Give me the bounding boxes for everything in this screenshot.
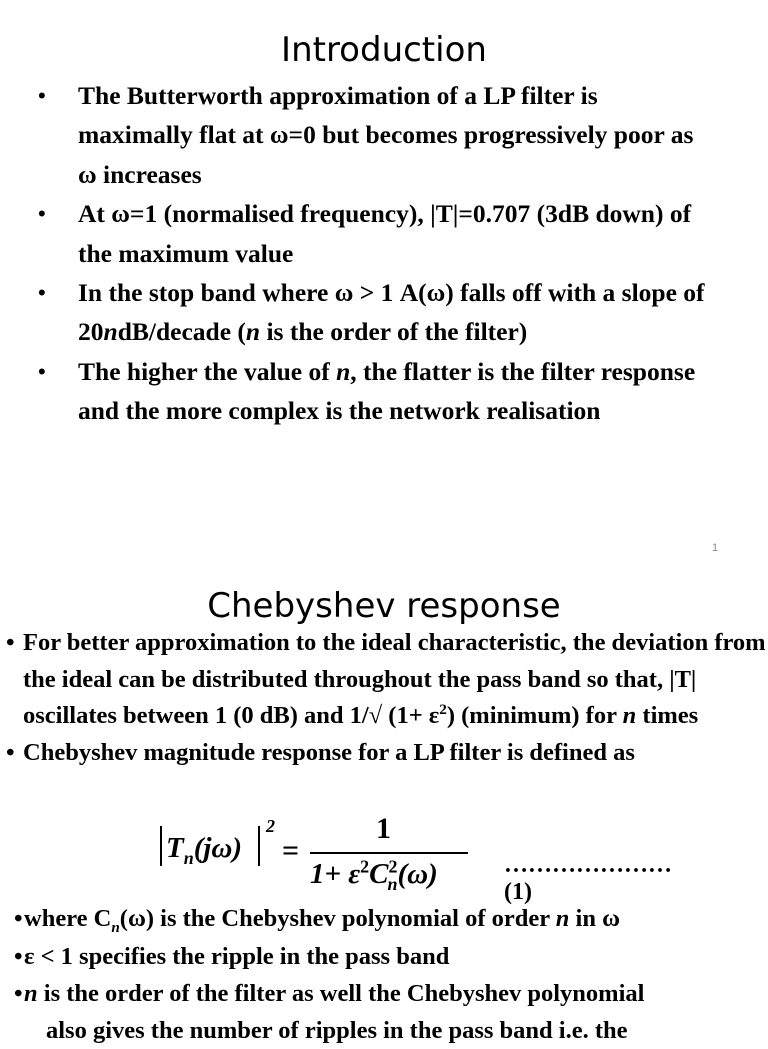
bullet-list-chebyshev xyxy=(0,625,768,771)
bullet-text xyxy=(78,278,705,346)
equation-label: …………………(1) xyxy=(504,852,672,905)
bullet-text xyxy=(23,739,635,766)
cutoff-text-line: also gives the number of ripples in the pass band i.e. the xyxy=(46,1017,628,1044)
bullet-icon: • xyxy=(38,201,46,227)
bullet-icon: • xyxy=(14,980,23,1007)
bullet-icon: • xyxy=(38,280,46,306)
text-segment: The Butterworth approximation of a LP filter is maximally flat at ω=0 but becomes progressively poor as ω increases xyxy=(78,81,694,189)
bullet-icon: • xyxy=(6,738,15,766)
text-segment: n xyxy=(245,317,261,347)
text-segment: is the order of the filter as well the Chebyshev polynomial xyxy=(37,980,645,1007)
text-segment: is the order of the filter) xyxy=(260,317,528,347)
bullet-list xyxy=(0,76,768,431)
formula-equals: = xyxy=(282,834,300,867)
text-segment: 2 xyxy=(439,701,447,719)
chebyshev-formula xyxy=(80,812,680,905)
notes-list xyxy=(0,900,768,1013)
bullet-text xyxy=(78,199,691,267)
note-item xyxy=(0,938,768,976)
bullet-text xyxy=(16,943,449,970)
text-segment: In the stop band where ω > 1 A(ω) falls off with a slope of 20 xyxy=(78,278,705,347)
bullet-text xyxy=(78,81,693,189)
text-segment: n xyxy=(336,356,351,386)
bullet-text xyxy=(23,629,766,729)
bullet-item xyxy=(0,625,768,735)
text-segment: The higher the value of xyxy=(78,356,337,386)
text-segment: ) (minimum) for xyxy=(446,702,623,730)
fraction-bar xyxy=(310,852,468,854)
text-segment: Chebyshev magnitude response for a LP filter is defined as xyxy=(23,738,635,766)
note-item xyxy=(0,975,768,1013)
bullet-item xyxy=(0,273,718,352)
bullet-item xyxy=(0,76,718,194)
bullet-text xyxy=(16,980,644,1007)
slide-title-chebyshev: Chebyshev response xyxy=(207,586,561,626)
bullet-icon: • xyxy=(38,83,46,108)
text-segment: At ω=1 (normalised frequency), |T|=0.707 (3dB down) of the maximum value xyxy=(78,199,692,268)
formula-numerator: 1 xyxy=(376,812,391,845)
text-segment: n xyxy=(103,317,118,347)
text-segment: dB/decade ( xyxy=(117,317,246,347)
text-segment: n xyxy=(24,980,38,1007)
text-segment: , the flatter is the filter response and the more complex is the network realisation xyxy=(78,356,696,426)
bullet-item xyxy=(0,194,718,273)
formula-power: 2 xyxy=(266,816,275,836)
bullet-text xyxy=(78,357,695,425)
bullet-icon: • xyxy=(14,905,23,932)
formula-denominator: $1+ \varepsilon^2C^2_n(\omega)$ xyxy=(310,856,438,894)
text-segment: in ω xyxy=(569,905,621,932)
text-segment: n xyxy=(555,905,570,932)
slide-title: Introduction xyxy=(281,30,487,70)
bullet-icon: • xyxy=(38,358,46,384)
text-segment: where C xyxy=(24,905,112,932)
bullet-item xyxy=(0,735,768,772)
bullet-icon: • xyxy=(6,629,15,656)
text-segment: ε < 1 specifies the ripple in the pass band xyxy=(24,942,450,970)
page-number: 1 xyxy=(712,542,719,554)
bullet-icon: • xyxy=(14,942,23,970)
note-item xyxy=(0,900,768,938)
text-segment: n xyxy=(111,918,120,936)
formula-lhs: $T_n(j\omega)$ xyxy=(166,832,243,868)
text-segment: For better approximation to the ideal characteristic, the deviation from the ideal can be distributed throughout the pass band so that, |T| oscillates between 1 (0 dB) and 1/√ (1+ ε xyxy=(23,629,766,730)
text-segment: n xyxy=(622,702,637,730)
abs-bar-right xyxy=(258,826,264,866)
bullet-item xyxy=(0,352,718,431)
text-segment: (ω) is the Chebyshev polynomial of order xyxy=(119,905,556,932)
bullet-text xyxy=(16,905,621,936)
text-segment: times xyxy=(636,702,699,730)
